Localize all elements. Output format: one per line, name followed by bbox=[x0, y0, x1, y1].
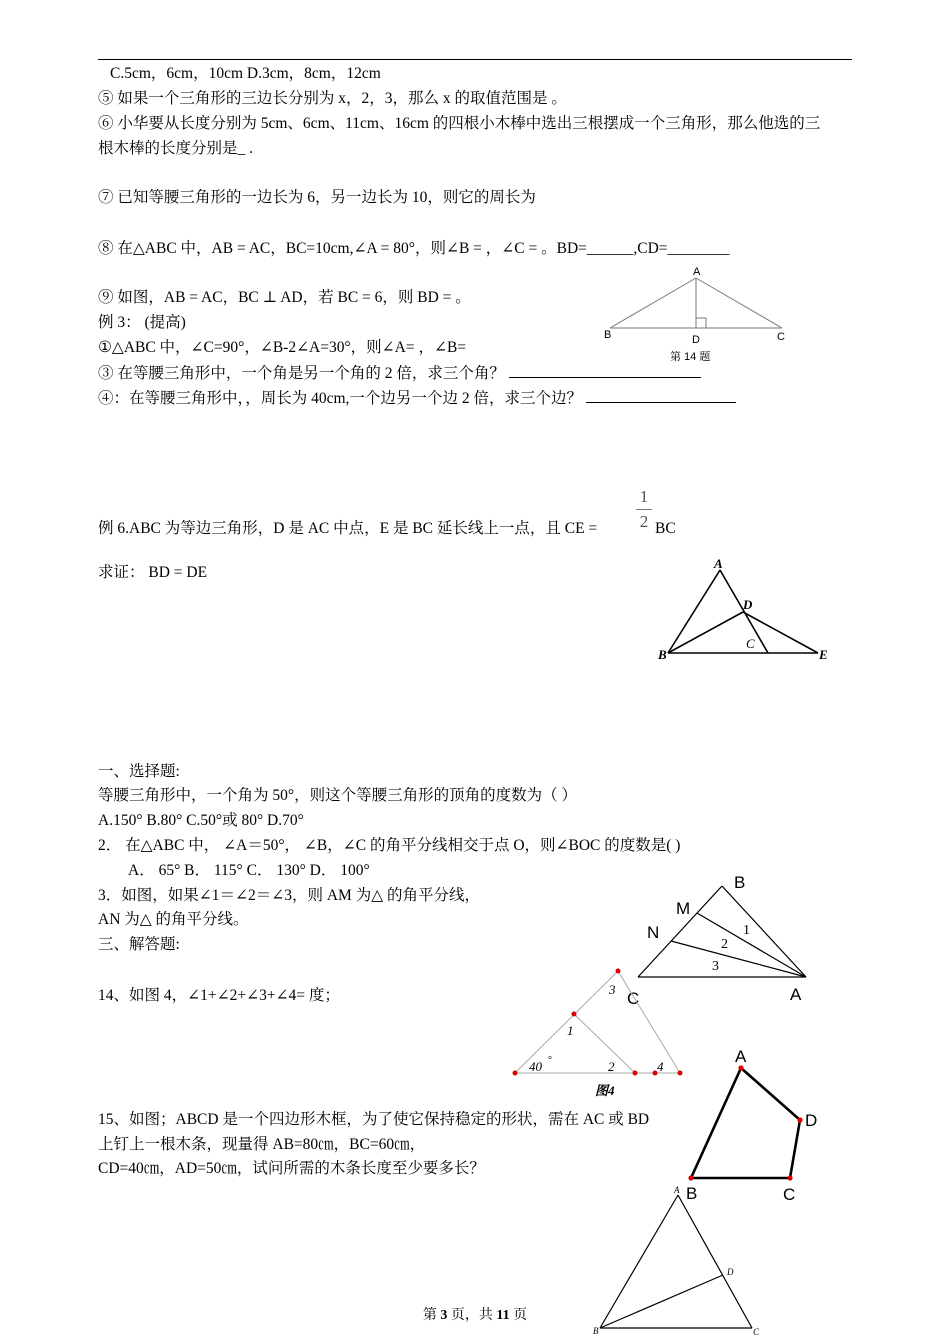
example6-prove: 求证： BD = DE bbox=[98, 564, 208, 581]
quad-label-b: B bbox=[686, 1184, 698, 1203]
ex6-label-e: E bbox=[819, 647, 828, 662]
answer-blank bbox=[586, 388, 736, 403]
q4-options-cd: C.5cm，6cm，10cm D.3cm，8cm，12cm bbox=[110, 65, 381, 82]
q6-text-cont: 根木棒的长度分别是_ . bbox=[98, 140, 254, 157]
bis-label-n: N bbox=[647, 923, 660, 942]
fig14-label-a: A bbox=[693, 266, 701, 278]
q15-text-3: CD=40㎝，AD=50㎝，试问所需的木条长度至少要多长？ bbox=[98, 1160, 485, 1177]
bis-angle-1: 1 bbox=[743, 923, 750, 938]
q15-text: 15、如图；ABCD 是一个四边形木框，为了使它保持稳定的形状，需在 AC 或 BD bbox=[98, 1111, 650, 1128]
ex6-label-b: B bbox=[658, 647, 667, 662]
last-label-a: A bbox=[674, 1185, 680, 1195]
fig4-angle-2: 2 bbox=[608, 1059, 615, 1074]
bis-angle-2: 2 bbox=[721, 937, 728, 952]
fig4-angle-1: 1 bbox=[567, 1023, 574, 1038]
example3-heading: 例 3： (提高) bbox=[98, 314, 186, 331]
fig14-label-b: B bbox=[604, 329, 612, 341]
ex6-label-d: D bbox=[743, 597, 753, 612]
mc2-text: 2． 在△ABC 中， ∠A＝50°， ∠B，∠C 的角平分线相交于点 O，则∠BOC 的度数是( ) bbox=[98, 837, 681, 854]
answer-blank bbox=[509, 363, 701, 378]
q9-text: ⑨ 如图，AB = AC，BC ⊥ AD，若 BC = 6，则 BD = 。 bbox=[98, 289, 471, 306]
fig4-angle-40: 40 bbox=[529, 1059, 542, 1074]
fig4-degree-mark: ° bbox=[548, 1055, 552, 1066]
fig14-caption: 第 14 题 bbox=[670, 351, 711, 363]
fig4-caption: 图4 bbox=[595, 1083, 615, 1098]
last-label-b: B bbox=[593, 1326, 599, 1336]
page-footer: 第 3 页，共 11 页 bbox=[422, 1308, 528, 1323]
fraction-one-half bbox=[636, 486, 652, 533]
mc1-options: A.150° B.80° C.50°或 80° D.70° bbox=[98, 812, 304, 829]
bis-label-m: M bbox=[676, 899, 691, 918]
q7-text: ⑦ 已知等腰三角形的一边长为 6，另一边长为 10，则它的周长为 bbox=[98, 189, 536, 206]
bis-label-b: B bbox=[734, 873, 746, 892]
example6-text: 例 6.ABC 为等边三角形，D 是 AC 中点，E 是 BC 延长线上一点，且 CE = bbox=[98, 520, 598, 537]
q8-text: ⑧ 在△ABC 中，AB = AC，BC=10cm,∠A = 80°，则∠B = ，∠C = 。BD=______,CD=________ bbox=[98, 240, 730, 257]
q14-text: 14、如图 4，∠1+∠2+∠3+∠4= 度； bbox=[98, 987, 340, 1004]
fig14-label-d: D bbox=[692, 334, 700, 346]
fig14-label-c: C bbox=[777, 331, 785, 343]
q15-text-2: 上钉上一根木条，现量得 AB=80㎝，BC=60㎝， bbox=[98, 1136, 426, 1153]
quad-label-c: C bbox=[783, 1185, 796, 1204]
figure-14 bbox=[600, 265, 800, 365]
bis-label-c: C bbox=[627, 989, 640, 1008]
bis-angle-3: 3 bbox=[712, 959, 719, 974]
mc2-options: A． 65° B． 115° C． 130° D． 100° bbox=[128, 862, 370, 879]
q6-text: ⑥ 小华要从长度分别为 5cm、6cm、11cm、16cm 的四根小木棒中选出三根摆成一个三角形，那么他选的三 bbox=[98, 115, 821, 132]
last-label-d: D bbox=[727, 1267, 734, 1277]
quad-label-d: D bbox=[805, 1111, 818, 1130]
bis-label-a: A bbox=[790, 985, 802, 1004]
figure-quadrilateral bbox=[680, 1045, 830, 1205]
example3-q4: ④：在等腰三角形中，，周长为 40cm,一个边另一个边 2 倍，求三个边？ bbox=[98, 388, 736, 409]
mc3-text: 3．如图，如果∠1＝∠2＝∠3，则 AM 为△ 的角平分线， bbox=[98, 887, 480, 904]
page-number: 3 bbox=[440, 1308, 448, 1323]
header-rule bbox=[98, 59, 852, 60]
mc1-text: 等腰三角形中，一个角为 50°，则这个等腰三角形的顶角的度数为（ ） bbox=[98, 787, 577, 804]
fig4-angle-4: 4 bbox=[657, 1059, 664, 1074]
fig4-angle-3: 3 bbox=[609, 982, 616, 997]
example6-text-end: BC bbox=[655, 520, 676, 537]
example3-q1: ①△ABC 中，∠C=90°，∠B-2∠A=30°，则∠A= ，∠B= bbox=[98, 339, 467, 356]
fraction-numerator: 1 bbox=[639, 487, 649, 506]
quad-label-a: A bbox=[735, 1047, 747, 1066]
q5-text: ⑤ 如果一个三角形的三边长分别为 x，2，3，那么 x 的取值范围是 。 bbox=[98, 90, 567, 107]
section-multiple-choice: 一、选择题: bbox=[98, 763, 180, 780]
example3-q3: ③ 在等腰三角形中，一个角是另一个角的 2 倍，求三个角？ bbox=[98, 363, 701, 384]
figure-4 bbox=[505, 962, 695, 1102]
figure-example6 bbox=[655, 555, 835, 665]
last-label-c: C bbox=[753, 1327, 760, 1337]
mc3-text-cont: AN 为△ 的角平分线。 bbox=[98, 911, 249, 928]
page-total: 11 bbox=[496, 1308, 510, 1323]
ex6-label-c: C bbox=[746, 636, 755, 651]
fraction-denominator: 2 bbox=[639, 512, 649, 531]
section-solve: 三、解答题: bbox=[98, 936, 180, 953]
ex6-label-a: A bbox=[714, 556, 723, 571]
